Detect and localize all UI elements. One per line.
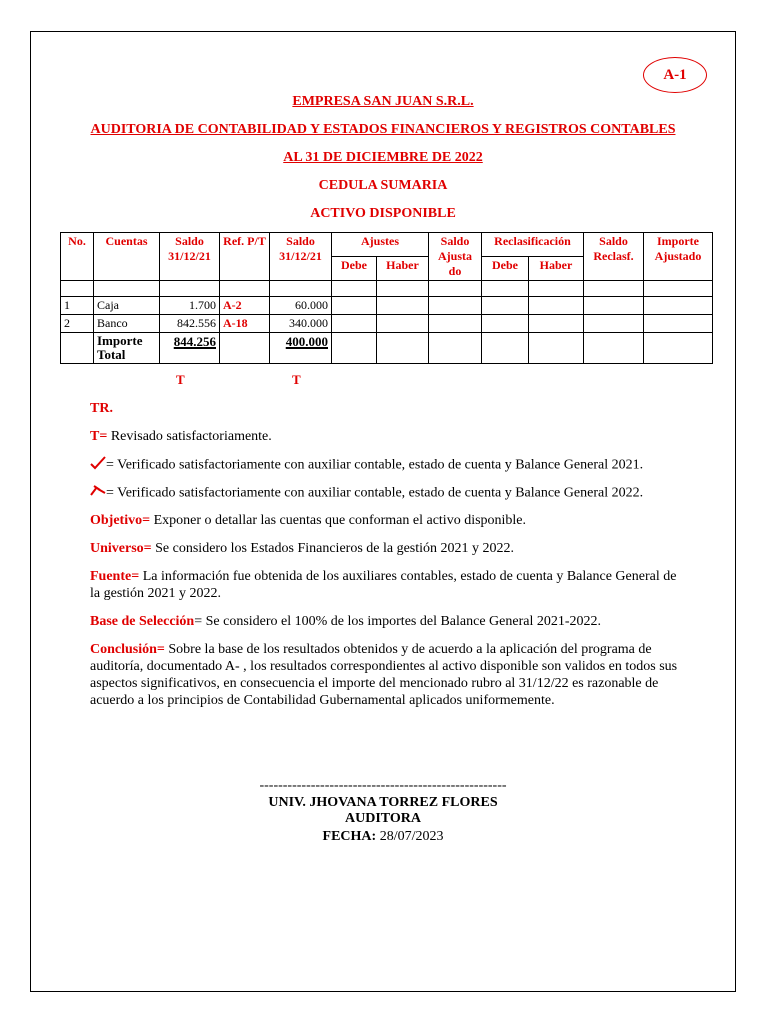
- empty-row: [61, 281, 713, 297]
- conclusion-label: Conclusión=: [90, 642, 165, 657]
- row-saldo-1: 842.556: [160, 315, 220, 333]
- signature-role: AUDITORA: [345, 811, 421, 826]
- legend-tr: TR.: [90, 401, 113, 416]
- col-saldo-2: Saldo 31/12/21: [270, 233, 332, 281]
- legend-hammer-text: = Verificado satisfactoriamente con auxiliar contable, estado de cuenta y Balance General 2022.: [106, 485, 644, 501]
- col-ajustes: Ajustes: [332, 233, 429, 257]
- col-cuentas: Cuentas: [94, 233, 160, 281]
- row-cuenta: Caja: [94, 297, 160, 315]
- row-ref: A-18: [220, 315, 270, 333]
- col-reclasif-debe: Debe: [482, 257, 529, 281]
- total-label: Importe Total: [94, 333, 160, 364]
- legend-check: [90, 456, 680, 475]
- base-seleccion: [90, 613, 680, 630]
- universo: [90, 540, 680, 557]
- objetivo: [90, 512, 680, 529]
- row-no: 1: [61, 297, 94, 315]
- col-ajustes-haber: Haber: [377, 257, 429, 281]
- fuente: [90, 568, 680, 602]
- row-saldo-2: 60.000: [270, 297, 332, 315]
- col-no: No.: [61, 233, 94, 281]
- objetivo-label: Objetivo=: [90, 513, 151, 528]
- total-saldo-1: 844.256: [173, 334, 216, 349]
- total-row: [61, 333, 713, 364]
- col-importe-ajustado: Importe Ajustado: [644, 233, 713, 281]
- legend-check-text: = Verificado satisfactoriamente con auxiliar contable, estado de cuenta y Balance General 2021.: [106, 457, 644, 473]
- row-saldo-1: 1.700: [160, 297, 220, 315]
- fuente-text: La información fue obtenida de los auxiliares contables, estado de cuenta y Balance General de la gestión 2021 y 2022.: [90, 569, 677, 601]
- table-row: [61, 315, 713, 333]
- sheet-reference-badge: A-1: [643, 57, 707, 93]
- cedula-title: CEDULA SUMARIA: [318, 178, 448, 193]
- row-ref: A-2: [220, 297, 270, 315]
- conclusion: [90, 641, 680, 709]
- subject-title: ACTIVO DISPONIBLE: [310, 206, 456, 221]
- legend-t-label: T=: [90, 429, 108, 444]
- col-saldo-reclasf: Saldo Reclasf.: [584, 233, 644, 281]
- checkmark-icon: [90, 456, 106, 475]
- date-title: AL 31 DE DICIEMBRE DE 2022: [283, 150, 483, 165]
- row-no: 2: [61, 315, 94, 333]
- tick-mark-total-2: T: [292, 372, 301, 387]
- col-ajustes-debe: Debe: [332, 257, 377, 281]
- table-row: [61, 297, 713, 315]
- signature-line: -----------------------------------------------------: [259, 778, 507, 793]
- legend-title: [90, 400, 680, 417]
- hammer-tick-icon: [90, 484, 106, 503]
- tick-mark-total-1: T: [176, 372, 185, 387]
- col-saldo-ajustado: Saldo Ajusta do: [429, 233, 482, 281]
- col-reclasif-haber: Haber: [529, 257, 584, 281]
- conclusion-text: Sobre la base de los resultados obtenidos y de acuerdo a la aplicación del programa de auditoría, documentado A- , los resultados correspondientes al activo disponible son validos en todos sus aspectos significativos, en consecuencia el importe del mencionado rubro al 31/12/22 es razonable de acuerdo a los principios de Contabilidad Gubernamental aplicados uniformemente.: [90, 642, 678, 708]
- col-reclasificacion: Reclasificación: [482, 233, 584, 257]
- signature-name: UNIV. JHOVANA TORREZ FLORES: [268, 795, 498, 810]
- fuente-label: Fuente=: [90, 569, 140, 584]
- fecha-value: 28/07/2023: [379, 829, 444, 844]
- signature-date: [30, 829, 736, 845]
- table-header-row: [61, 233, 713, 257]
- legend-t-text: Revisado satisfactoriamente.: [110, 429, 272, 444]
- legend-t: [90, 428, 680, 445]
- col-saldo-1: Saldo 31/12/21: [160, 233, 220, 281]
- objetivo-text: Exponer o detallar las cuentas que conforman el activo disponible.: [153, 513, 527, 528]
- company-title: EMPRESA SAN JUAN S.R.L.: [292, 94, 474, 109]
- col-ref: Ref. P/T: [220, 233, 270, 281]
- audit-title: AUDITORIA DE CONTABILIDAD Y ESTADOS FINANCIEROS Y REGISTROS CONTABLES: [90, 122, 676, 137]
- row-cuenta: Banco: [94, 315, 160, 333]
- base-text: = Se considero el 100% de los importes del Balance General 2021-2022.: [194, 614, 602, 629]
- cedula-table: [60, 232, 713, 364]
- universo-label: Universo=: [90, 541, 152, 556]
- universo-text: Se considero los Estados Financieros de la gestión 2021 y 2022.: [155, 541, 515, 556]
- legend-hammer: [90, 484, 680, 503]
- base-label: Base de Selección: [90, 614, 195, 629]
- row-saldo-2: 340.000: [270, 315, 332, 333]
- total-saldo-2: 400.000: [285, 334, 328, 349]
- fecha-label: FECHA:: [322, 829, 377, 844]
